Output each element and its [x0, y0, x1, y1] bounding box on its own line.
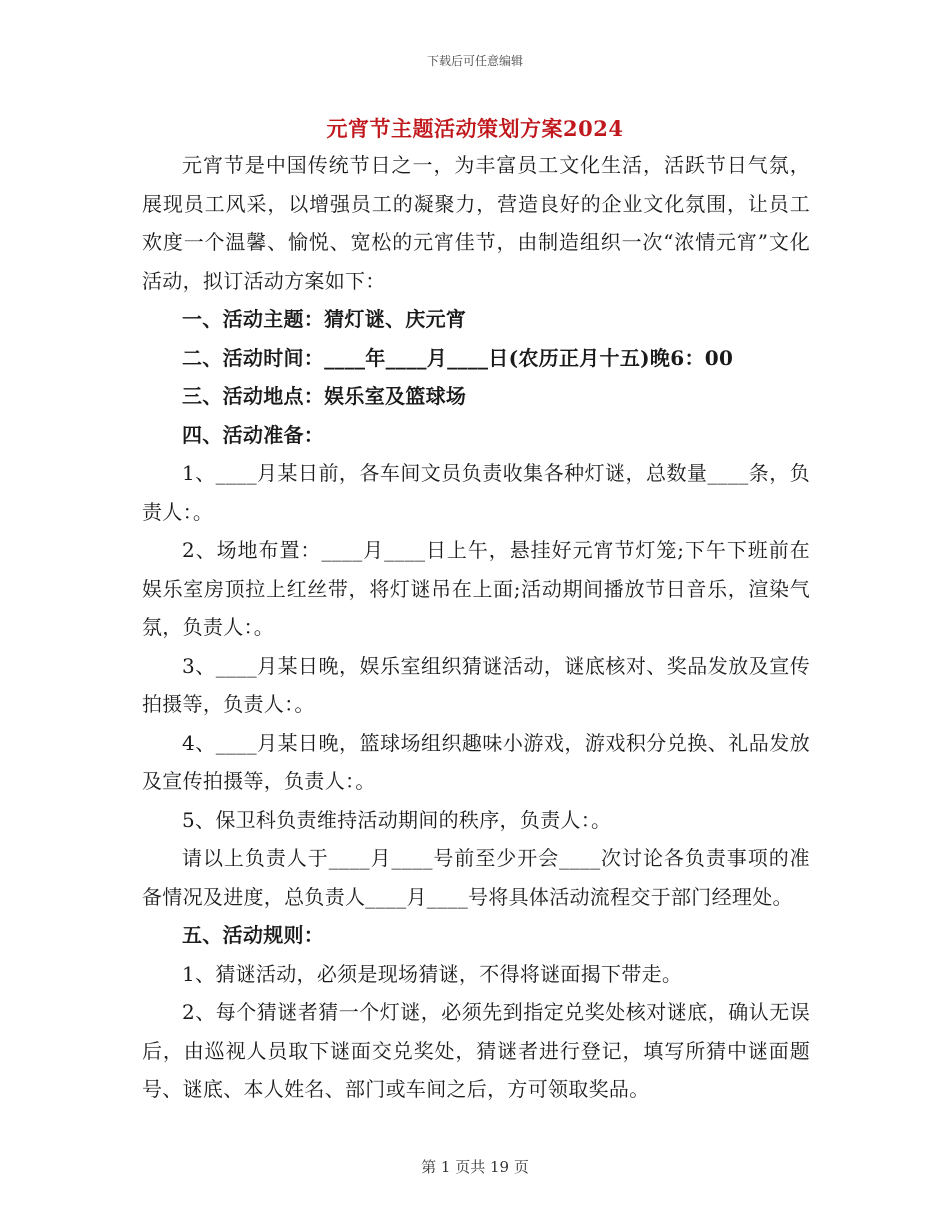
section-heading-theme: 一、活动主题：猜灯谜、庆元宵	[182, 307, 467, 331]
preparation-item-4: 4、____月某日晚，篮球场组织趣味小游戏，游戏积分兑换、礼品发放及宣传拍摄等，负责人：。	[142, 730, 810, 793]
preparation-item-5: 5、保卫科负责维持活动期间的秩序，负责人：。	[182, 807, 612, 832]
intro-paragraph: 元宵节是中国传统节日之一，为丰富员工文化生活，活跃节日气氛，展现员工风采，以增强员工的凝聚力，营造良好的企业文化氛围，让员工欢度一个温馨、愉悦、宽松的元宵佳节，由制造组织一次“浓情元宵”文化活动，拟订活动方案如下：	[142, 153, 810, 293]
meeting-paragraph: 请以上负责人于____月____号前至少开会____次讨论各负责事项的准备情况及进度，总负责人____月____号将具体活动流程交于部门经理处。	[142, 846, 810, 909]
section-heading-preparation: 四、活动准备：	[182, 422, 325, 447]
page-number-indicator: 第 1 页共 19 页	[421, 1158, 529, 1176]
rule-item-1: 1、猜谜活动，必须是现场猜谜，不得将谜面揭下带走。	[182, 961, 683, 986]
section-heading-location: 三、活动地点：娱乐室及篮球场	[182, 384, 467, 408]
preparation-item-3: 3、____月某日晚，娱乐室组织猜谜活动，谜底核对、奖品发放及宣传拍摄等，负责人：。	[142, 653, 810, 716]
preparation-item-1: 1、____月某日前，各车间文员负责收集各种灯谜，总数量____条，负责人：。	[142, 461, 810, 524]
preparation-item-2: 2、场地布置：____月____日上午，悬挂好元宵节灯笼;下午下班前在娱乐室房顶拉上红丝带，将灯谜吊在上面;活动期间播放节日音乐，渲染气氛，负责人：。	[142, 538, 810, 639]
document-title: 元宵节主题活动策划方案2024	[326, 116, 624, 141]
section-heading-rules: 五、活动规则：	[182, 923, 325, 947]
page-header-note: 下载后可任意编辑	[426, 54, 523, 68]
document-body	[142, 146, 810, 1109]
section-heading-time: 二、活动时间：____年____月____日(农历正月十五)晚6：00	[182, 345, 734, 370]
rule-item-2: 2、每个猜谜者猜一个灯谜，必须先到指定兑奖处核对谜底，确认无误后，由巡视人员取下谜面交兑奖处，猜谜者进行登记，填写所猜中谜面题号、谜底、本人姓名、部门或车间之后，方可领取奖品。	[142, 1000, 810, 1101]
